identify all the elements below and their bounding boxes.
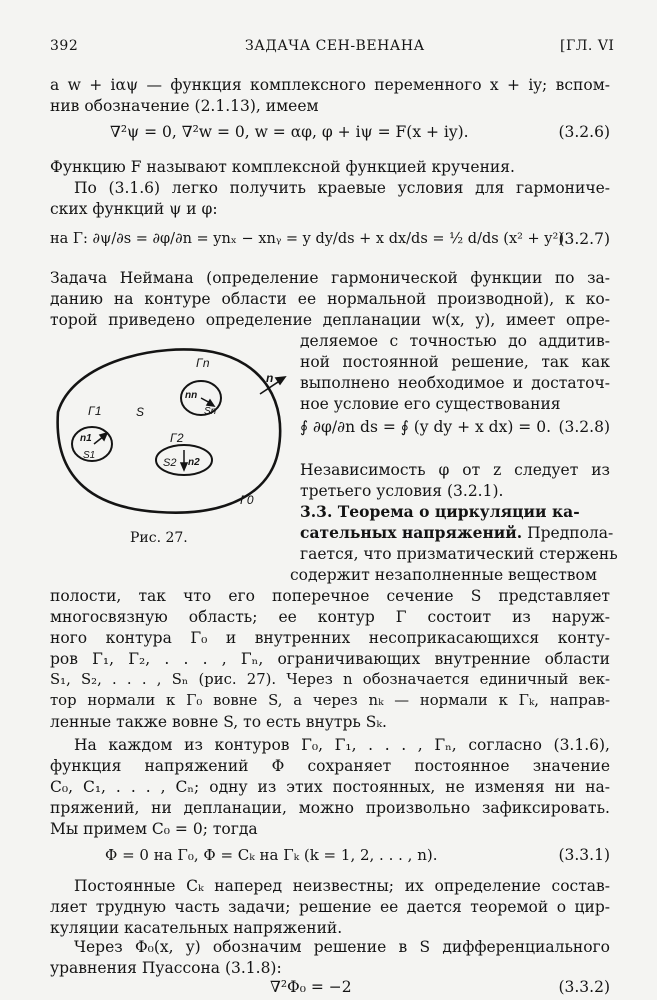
running-title: ЗАДАЧА СЕН-ВЕНАНА [245,38,425,54]
text-line: Через Φ₀(x, y) обозначим решение в S дифференциального [74,938,610,956]
text-line: деляемое с точностью до аддитив- [300,332,610,350]
label-n1: n1 [80,433,92,444]
figure-27-diagram [38,332,288,522]
outer-contour [58,350,281,513]
text-line: C₀, C₁, . . . , Cₙ; одну из этих постоянных, не изменяя ни на- [50,778,610,796]
text-line: уравнения Пуассона (3.1.8): [50,959,282,977]
label-s2: S2 [163,457,177,469]
equation-number: (3.3.2) [558,978,610,996]
label-sn: Sn [204,406,217,417]
text-line [300,523,614,543]
section-title: 3.3. Теорема о циркуляции ка- [300,502,580,521]
text-line: Независимость φ от z следует из [300,461,610,479]
chapter-label: [ГЛ. VI [560,38,615,54]
label-nn: nn [185,390,198,401]
equation-number: (3.2.6) [558,123,610,141]
text-line: На каждом из контуров Γ₀, Γ₁, . . . , Γₙ, согласно (3.1.6), [74,736,610,754]
text-line: ских функций ψ и φ: [50,200,218,218]
text-line: ного контура Γ₀ и внутренних несоприкасающихся конту- [50,629,610,647]
text-line: Задача Неймана (определение гармонической функции по за- [50,269,610,287]
normal-arrow-n2 [181,450,187,470]
section-heading [300,502,610,522]
text-line: Постоянные Cₖ наперед неизвестны; их определение состав- [74,877,610,895]
equation-3-3-2: ∇²Φ₀ = −2 [270,978,352,996]
label-s: S [136,405,145,419]
page-number: 392 [50,38,79,54]
equation-number: (3.3.1) [558,846,610,864]
normal-arrow-n1 [94,433,107,444]
equation-3-2-8: ∮ ∂φ/∂n ds = ∮ (y dy + x dx) = 0. [300,418,551,436]
text-span: Предпола- [522,524,614,542]
text-line: куляции касательных напряжений. [50,919,343,937]
text-line: ное условие его существования [300,395,561,413]
label-n2: n2 [188,457,200,468]
text-line: тор нормали к Γ₀ вовне S, а через nₖ — нормали к Γₖ, направ- [50,692,610,709]
label-gamma-0: Γ0 [240,493,254,507]
label-gamma-2: Γ2 [170,431,184,445]
text-line: ляет трудную часть задачи; решение ее дается теоремой о цир- [50,898,610,916]
text-line: Функцию F называют комплексной функцией кручения. [50,158,515,176]
text-line: третьего условия (3.2.1). [300,482,504,500]
text-line: торой приведено определение депланации w(x, y), имеет опре- [50,311,610,329]
text-line: нив обозначение (2.1.13), имеем [50,97,319,115]
equation-number: (3.2.8) [558,418,610,436]
figure-caption: Рис. 27. [130,530,188,546]
text-line: S₁, S₂, . . . , Sₙ (рис. 27). Через n обозначается единичный век- [50,671,610,688]
equation-3-2-7: на Γ: ∂ψ/∂s = ∂φ/∂n = ynₓ − xnᵧ = y dy/ds + x dx/ds = ½ d/ds (x² + y²). [50,231,569,247]
text-line: пряжений, ни депланации, можно произвольно зафиксировать. [50,799,610,817]
label-gamma-n: Γn [196,356,210,370]
equation-number: (3.2.7) [558,230,610,248]
text-line: По (3.1.6) легко получить краевые условия для гармониче- [74,179,610,197]
text-line: выполнено необходимое и достаточ- [300,374,610,392]
section-title-cont: сательных напряжений. [300,523,523,542]
text-line: многосвязную область; ее контур Γ состоит из наруж- [50,608,610,626]
text-line: функция напряжений Φ сохраняет постоянное значение [50,757,610,775]
text-line: данию на контуре области ее нормальной производной), к ко- [50,290,610,308]
equation-3-3-1: Φ = 0 на Γ₀, Φ = Cₖ на Γₖ (k = 1, 2, . . . , n). [105,846,438,864]
label-gamma-1: Γ1 [88,404,102,418]
text-line: а w + iαψ — функция комплексного переменного x + iy; вспом- [50,76,610,94]
text-line: ленные также вовне S, то есть внутрь Sₖ. [50,713,387,731]
text-line: содержит незаполненные веществом [290,566,597,584]
text-line: полости, так что его поперечное сечение S представляет [50,587,610,605]
text-line: Мы примем C₀ = 0; тогда [50,820,258,838]
label-n: n [266,371,274,385]
text-line: ров Γ₁, Γ₂, . . . , Γₙ, ограничивающих внутренние области [50,650,610,668]
label-s1: S1 [83,450,96,461]
normal-arrow-nn [201,398,214,406]
text-line: ной постоянной решение, так как [300,353,610,371]
equation-3-2-6: ∇²ψ = 0, ∇²w = 0, w = αφ, φ + iψ = F(x + iy). [110,123,469,141]
text-line: гается, что призматический стержень [300,545,618,563]
